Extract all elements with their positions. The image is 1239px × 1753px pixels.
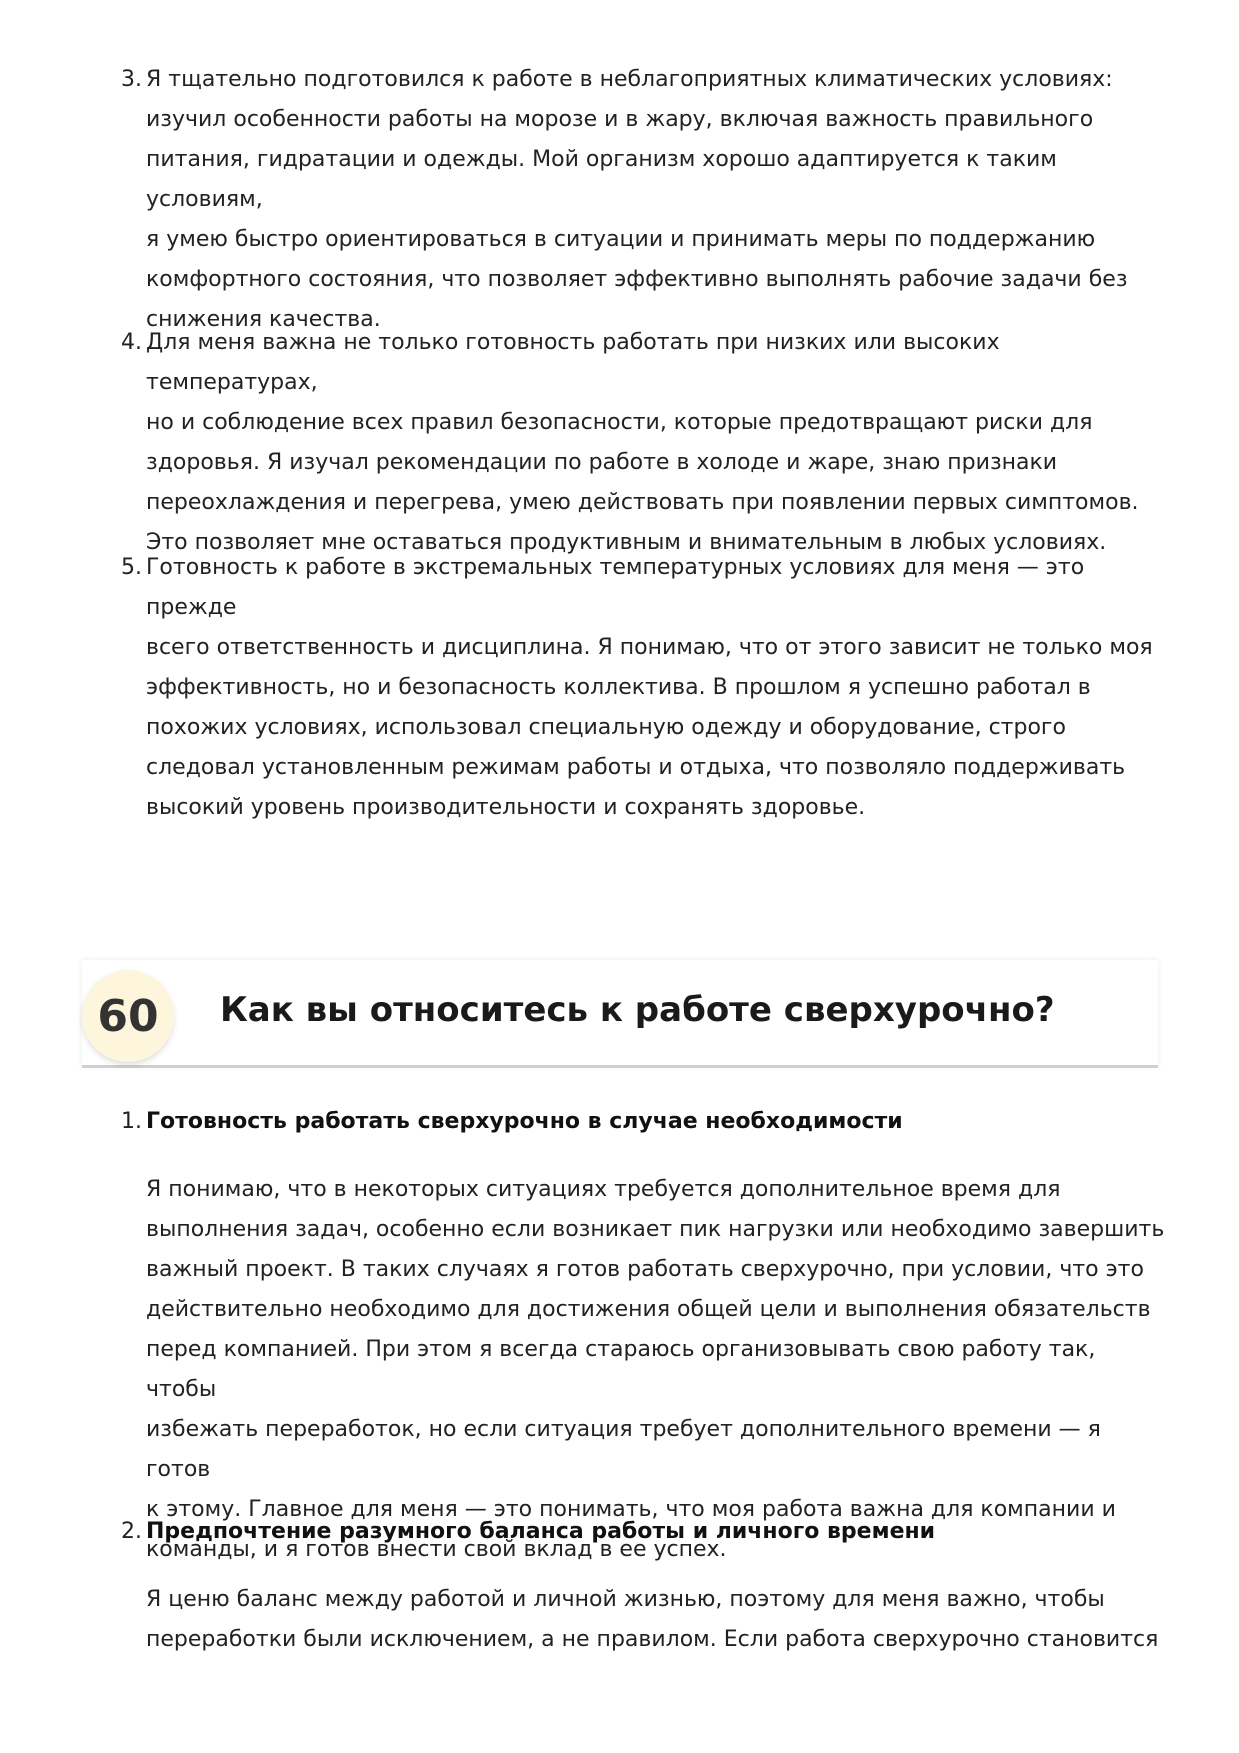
list-item-number: 3. bbox=[121, 67, 142, 92]
list-item-number: 4. bbox=[121, 330, 142, 355]
text-line: всего ответственность и дисциплина. Я понимаю, что от этого зависит не только моя bbox=[146, 635, 1153, 660]
text-line: высокий уровень производительности и сохранять здоровье. bbox=[146, 795, 866, 820]
list-item-text bbox=[146, 1580, 1166, 1660]
list-item-text bbox=[146, 1170, 1166, 1570]
list-item-text bbox=[146, 60, 1166, 340]
list-item-text bbox=[146, 323, 1166, 563]
text-line: Готовность к работе в экстремальных температурных условиях для меня — это прежде bbox=[146, 555, 1085, 620]
text-line: изучил особенности работы на морозе и в жару, включая важность правильного bbox=[146, 107, 1094, 132]
text-line: питания, гидратации и одежды. Мой организм хорошо адаптируется к таким условиям, bbox=[146, 147, 1057, 212]
text-line: перед компанией. При этом я всегда стараюсь организовывать свою работу так, чтобы bbox=[146, 1337, 1096, 1402]
text-line: снижения качества. bbox=[146, 307, 381, 332]
list-item-number: 1. bbox=[121, 1109, 142, 1134]
text-line: к этому. Главное для меня — это понимать, что моя работа важна для компании и bbox=[146, 1497, 1116, 1522]
list-item bbox=[121, 60, 1166, 340]
list-item-number: 2. bbox=[121, 1519, 142, 1544]
list-item bbox=[121, 1512, 1166, 1660]
text-line: команды, и я готов внести свой вклад в ее успех. bbox=[146, 1537, 727, 1562]
text-line: Я понимаю, что в некоторых ситуациях требуется дополнительное время для bbox=[146, 1177, 1061, 1202]
text-line: Для меня важна не только готовность работать при низких или высоких температурах, bbox=[146, 330, 1000, 395]
text-line: избежать переработок, но если ситуация требует дополнительного времени — я готов bbox=[146, 1417, 1101, 1482]
section-title: Как вы относитесь к работе сверхурочно? bbox=[220, 990, 1055, 1030]
list-item-text bbox=[146, 548, 1166, 828]
text-line: эффективность, но и безопасность коллектива. В прошлом я успешно работал в bbox=[146, 675, 1091, 700]
list-item bbox=[121, 1102, 1166, 1570]
section-divider bbox=[82, 1065, 1158, 1068]
text-line: Я ценю баланс между работой и личной жизнью, поэтому для меня важно, чтобы bbox=[146, 1587, 1105, 1612]
section-header bbox=[82, 960, 1158, 1068]
list-item-heading: Предпочтение разумного баланса работы и личного времени bbox=[146, 1519, 936, 1544]
text-line: но и соблюдение всех правил безопасности, которые предотвращают риски для bbox=[146, 410, 1093, 435]
text-line: следовал установленным режимам работы и отдыха, что позволяло поддерживать bbox=[146, 755, 1126, 780]
text-line: выполнения задач, особенно если возникает пик нагрузки или необходимо завершить bbox=[146, 1217, 1165, 1242]
text-line: комфортного состояния, что позволяет эффективно выполнять рабочие задачи без bbox=[146, 267, 1128, 292]
text-line: Я тщательно подготовился к работе в неблагоприятных климатических условиях: bbox=[146, 67, 1113, 92]
text-line: Это позволяет мне оставаться продуктивным и внимательным в любых условиях. bbox=[146, 530, 1107, 555]
text-line: переохлаждения и перегрева, умею действовать при появлении первых симптомов. bbox=[146, 490, 1139, 515]
list-item-number: 5. bbox=[121, 555, 142, 580]
text-line: переработки были исключением, а не правилом. Если работа сверхурочно становится bbox=[146, 1627, 1159, 1652]
list-item bbox=[121, 323, 1166, 563]
text-line: похожих условиях, использовал специальную одежду и оборудование, строго bbox=[146, 715, 1066, 740]
question-number-badge: 60 bbox=[82, 970, 174, 1062]
text-line: я умею быстро ориентироваться в ситуации и принимать меры по поддержанию bbox=[146, 227, 1096, 252]
text-line: действительно необходимо для достижения общей цели и выполнения обязательств bbox=[146, 1297, 1151, 1322]
list-item-heading: Готовность работать сверхурочно в случае необходимости bbox=[146, 1109, 903, 1134]
list-item bbox=[121, 548, 1166, 828]
text-line: важный проект. В таких случаях я готов работать сверхурочно, при условии, что это bbox=[146, 1257, 1144, 1282]
text-line: здоровья. Я изучал рекомендации по работе в холоде и жаре, знаю признаки bbox=[146, 450, 1058, 475]
